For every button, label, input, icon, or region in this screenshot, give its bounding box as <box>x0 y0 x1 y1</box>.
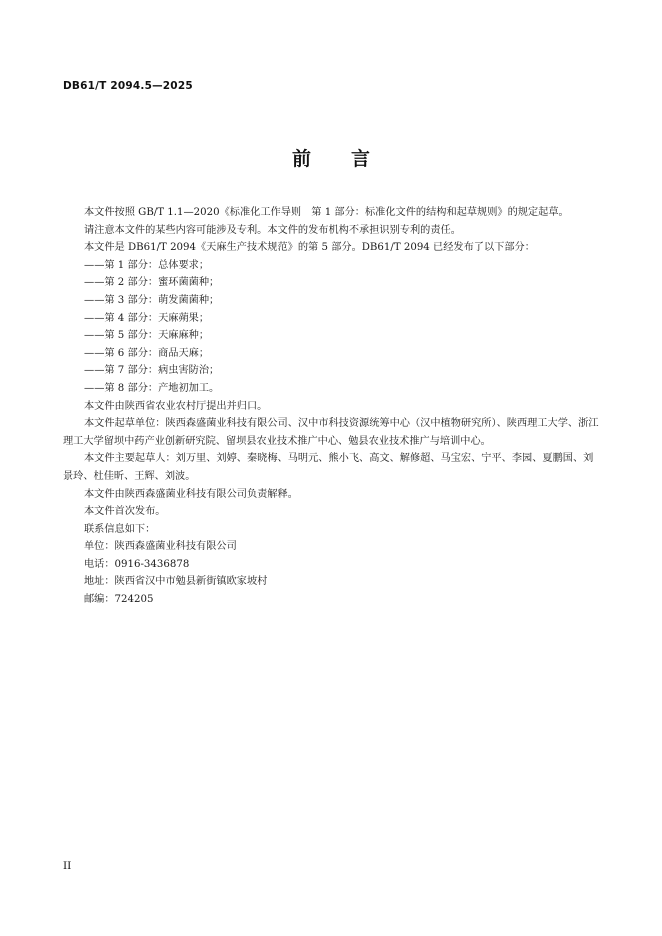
paragraph-drafting-units: 本文件起草单位：陕西森盛菌业科技有限公司、汉中市科技资源统筹中心（汉中植物研究所）、陕西理工大学、浙江理工大学留坝中药产业创新研究院、留坝县农业技术推广中心、勉县农业技术推广与培训中心。 <box>63 418 599 447</box>
contact-phone: 电话：0916-3436878 <box>84 558 190 570</box>
part-list-item: ——第 8 部分：产地初加工。 <box>84 382 220 394</box>
part-list-item: ——第 2 部分：蜜环菌菌种； <box>84 277 220 289</box>
part-list-item: ——第 6 部分：商品天麻； <box>84 347 210 359</box>
paragraph-first-release: 本文件首次发布。 <box>84 506 166 518</box>
paragraph-patent-notice: 请注意本文件的某些内容可能涉及专利。本文件的发布机构不承担识别专利的责任。 <box>84 224 461 236</box>
page-number: II <box>63 860 72 872</box>
contact-unit: 单位：陕西森盛菌业科技有限公司 <box>84 541 237 553</box>
paragraph-interpretation: 本文件由陕西森盛菌业科技有限公司负责解释。 <box>84 488 298 500</box>
part-list-item: ——第 7 部分：病虫害防治； <box>84 365 220 377</box>
title-char-2: 言 <box>351 148 371 170</box>
contact-postcode: 邮编：724205 <box>84 594 154 606</box>
contact-address: 地址：陕西省汉中市勉县新街镇欧家坡村 <box>84 576 268 588</box>
part-list-item: ——第 5 部分：天麻麻种； <box>84 330 210 342</box>
part-list-item: ——第 1 部分：总体要求； <box>84 259 210 271</box>
title-char-1: 前 <box>291 148 311 170</box>
page-title <box>0 144 662 171</box>
part-list-item: ——第 3 部分：萌发菌菌种； <box>84 294 220 306</box>
paragraph-drafting-rules: 本文件按照 GB/T 1.1—2020《标准化工作导则 第 1 部分：标准化文件的结构和起草规则》的规定起草。 <box>84 207 569 218</box>
document-id-header: DB61/T 2094.5—2025 <box>63 80 193 92</box>
part-list-item: ——第 4 部分：天麻蒴果； <box>84 312 210 324</box>
paragraph-proposer: 本文件由陕西省农业农村厅提出并归口。 <box>84 400 268 412</box>
paragraph-contact-intro: 联系信息如下： <box>84 523 156 535</box>
paragraph-series-intro: 本文件是 DB61/T 2094《天麻生产技术规范》的第 5 部分。DB61/T 2094 已经发布了以下部分： <box>84 242 535 254</box>
foreword-body <box>63 204 603 609</box>
paragraph-drafters: 本文件主要起草人：刘万里、刘婷、秦晓梅、马明元、熊小飞、高文、解修超、马宝宏、宁平、李园、夏鹏国、刘景玲、杜佳昕、王辉、刘波。 <box>63 453 594 482</box>
